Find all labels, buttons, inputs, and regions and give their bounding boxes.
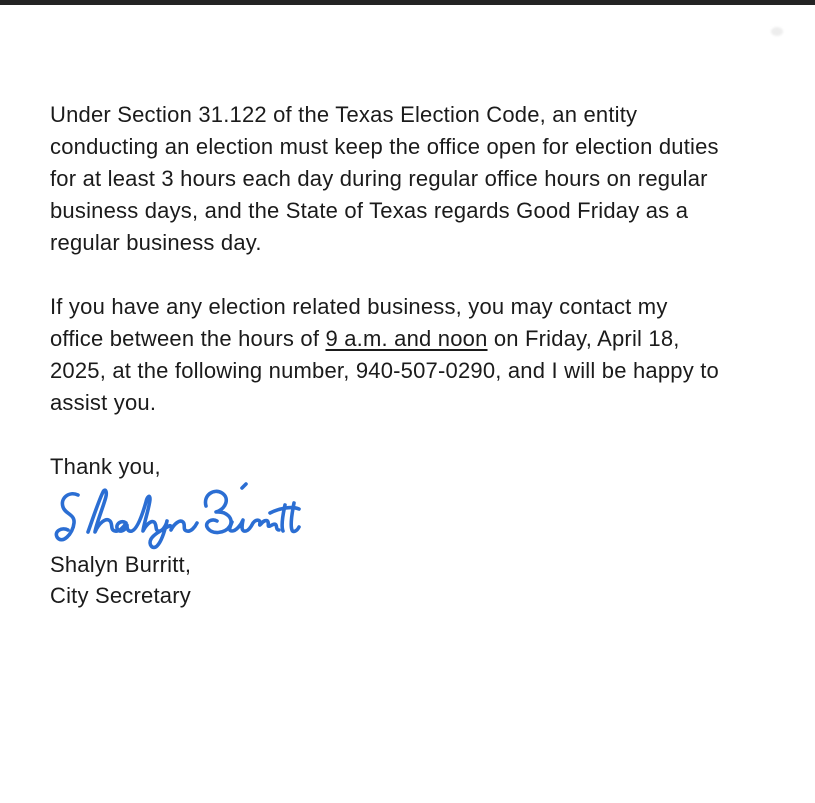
text-line: If you have any election related business, you may contact my bbox=[50, 294, 668, 319]
letter-body bbox=[50, 99, 785, 611]
underlined-hours-text: 9 a.m. and noon bbox=[325, 326, 488, 351]
closing-salutation: Thank you, bbox=[50, 454, 161, 479]
signoff-block bbox=[50, 549, 785, 611]
text-line: regular business day. bbox=[50, 230, 262, 255]
text-line: business days, and the State of Texas regards Good Friday as a bbox=[50, 198, 689, 223]
text-line bbox=[50, 323, 785, 355]
paragraph-election-code bbox=[50, 99, 785, 259]
text-line: assist you. bbox=[50, 390, 157, 415]
signed-name: Shalyn Burritt, bbox=[50, 552, 192, 577]
text-line: for at least 3 hours each day during regular office hours on regular bbox=[50, 166, 708, 191]
text-line: Under Section 31.122 of the Texas Election Code, an entity bbox=[50, 102, 638, 127]
signature-handwriting bbox=[54, 479, 302, 551]
signature-block bbox=[54, 479, 785, 549]
signed-title: City Secretary bbox=[50, 583, 191, 608]
text-line: conducting an election must keep the office open for election duties bbox=[50, 134, 719, 159]
scan-edge-bar bbox=[0, 0, 815, 5]
text-line: 2025, at the following number, 940-507-0290, and I will be happy to bbox=[50, 358, 719, 383]
text-segment: office between the hours of bbox=[50, 326, 326, 351]
scan-artifact bbox=[771, 27, 783, 36]
paragraph-contact-info bbox=[50, 291, 785, 419]
signature-ink bbox=[56, 484, 299, 547]
text-segment: on Friday, April 18, bbox=[487, 326, 680, 351]
